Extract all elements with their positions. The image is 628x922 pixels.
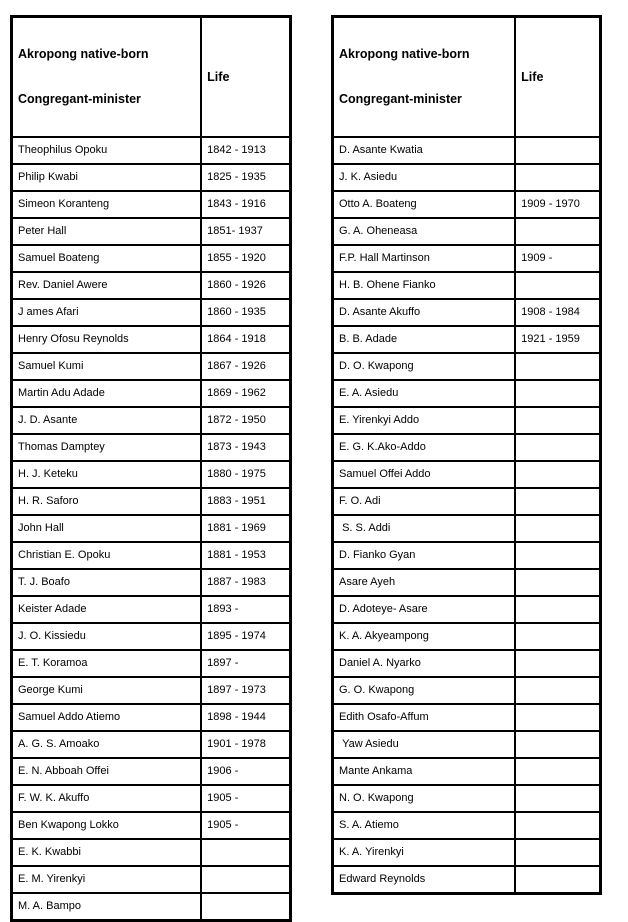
life-cell — [515, 353, 600, 380]
minister-name-cell: G. O. Kwapong — [333, 677, 516, 704]
table-row — [12, 758, 291, 785]
table-row — [333, 218, 601, 245]
table-row — [12, 407, 291, 434]
minister-name-cell: Rev. Daniel Awere — [12, 272, 202, 299]
table-row — [333, 380, 601, 407]
table-row — [333, 272, 601, 299]
life-column-header — [515, 17, 600, 138]
life-cell — [515, 866, 600, 894]
minister-name-cell: S. A. Atiemo — [333, 812, 516, 839]
header-row — [12, 17, 291, 138]
minister-name-cell: Simeon Koranteng — [12, 191, 202, 218]
table-row — [333, 569, 601, 596]
table-row — [12, 515, 291, 542]
life-cell: 1860 - 1926 — [201, 272, 290, 299]
minister-name-cell: Keister Adade — [12, 596, 202, 623]
life-cell — [515, 731, 600, 758]
life-cell — [515, 839, 600, 866]
minister-name-cell: H. B. Ohene Fianko — [333, 272, 516, 299]
table-row — [333, 731, 601, 758]
table-row — [333, 758, 601, 785]
minister-column-header — [333, 17, 516, 138]
minister-name-cell: D. Fianko Gyan — [333, 542, 516, 569]
minister-name-cell: B. B. Adade — [333, 326, 516, 353]
minister-name-cell: A. G. S. Amoako — [12, 731, 202, 758]
table-row — [12, 434, 291, 461]
header-title-line2: Congregant-minister — [339, 92, 462, 106]
minister-name-cell: F. W. K. Akuffo — [12, 785, 202, 812]
life-cell: 1881 - 1969 — [201, 515, 290, 542]
minister-name-cell: Samuel Boateng — [12, 245, 202, 272]
table-body-right — [333, 137, 601, 894]
table-row — [333, 164, 601, 191]
table-row — [333, 542, 601, 569]
life-cell: 1864 - 1918 — [201, 326, 290, 353]
minister-column-header — [12, 17, 202, 138]
minister-name-cell: Yaw Asiedu — [333, 731, 516, 758]
minister-name-cell: K. A. Yirenkyi — [333, 839, 516, 866]
table-row — [333, 839, 601, 866]
table-row — [12, 461, 291, 488]
life-cell: 1921 - 1959 — [515, 326, 600, 353]
right-table-container — [331, 15, 602, 895]
table-row — [333, 299, 601, 326]
minister-name-cell: Otto A. Boateng — [333, 191, 516, 218]
table-row — [12, 812, 291, 839]
life-cell — [515, 758, 600, 785]
minister-name-cell: H. R. Saforo — [12, 488, 202, 515]
minister-name-cell: N. O. Kwapong — [333, 785, 516, 812]
life-cell — [515, 785, 600, 812]
life-cell — [515, 164, 600, 191]
minister-name-cell: Mante Ankama — [333, 758, 516, 785]
life-cell — [515, 812, 600, 839]
life-cell: 1881 - 1953 — [201, 542, 290, 569]
table-row — [12, 596, 291, 623]
minister-name-cell: J. D. Asante — [12, 407, 202, 434]
minister-name-cell: D. Asante Akuffo — [333, 299, 516, 326]
life-cell: 1897 - 1973 — [201, 677, 290, 704]
table-row — [12, 704, 291, 731]
life-cell — [515, 272, 600, 299]
table-row — [12, 677, 291, 704]
minister-name-cell: E. T. Koramoa — [12, 650, 202, 677]
minister-name-cell: Edward Reynolds — [333, 866, 516, 894]
table-row — [12, 569, 291, 596]
header-row — [333, 17, 601, 138]
table-row — [333, 488, 601, 515]
minister-name-cell: D. O. Kwapong — [333, 353, 516, 380]
table-row — [12, 785, 291, 812]
minister-name-cell: Samuel Offei Addo — [333, 461, 516, 488]
minister-name-cell: Asare Ayeh — [333, 569, 516, 596]
life-cell: 1883 - 1951 — [201, 488, 290, 515]
minister-name-cell: E. Yirenkyi Addo — [333, 407, 516, 434]
minister-name-cell: J. O. Kissiedu — [12, 623, 202, 650]
minister-name-cell: Edith Osafo-Affum — [333, 704, 516, 731]
life-cell: 1880 - 1975 — [201, 461, 290, 488]
life-cell — [515, 650, 600, 677]
table-row — [12, 731, 291, 758]
minister-name-cell: F.P. Hall Martinson — [333, 245, 516, 272]
life-cell: 1909 - — [515, 245, 600, 272]
life-cell: 1897 - — [201, 650, 290, 677]
life-cell — [515, 434, 600, 461]
life-cell: 1843 - 1916 — [201, 191, 290, 218]
life-header-label: Life — [521, 69, 544, 84]
table-row — [333, 191, 601, 218]
life-cell — [515, 488, 600, 515]
life-cell — [515, 461, 600, 488]
life-cell — [201, 839, 290, 866]
minister-name-cell: E. M. Yirenkyi — [12, 866, 202, 893]
life-cell: 1869 - 1962 — [201, 380, 290, 407]
table-row — [333, 704, 601, 731]
table-row — [12, 272, 291, 299]
minister-name-cell: Ben Kwapong Lokko — [12, 812, 202, 839]
table-row — [12, 542, 291, 569]
life-header-label: Life — [207, 69, 230, 84]
table-row — [12, 839, 291, 866]
life-cell — [515, 623, 600, 650]
table-row — [12, 380, 291, 407]
table-row — [333, 515, 601, 542]
table-row — [12, 893, 291, 921]
ministers-table-left — [10, 15, 292, 922]
minister-name-cell: T. J. Boafo — [12, 569, 202, 596]
life-cell — [515, 596, 600, 623]
table-row — [12, 191, 291, 218]
minister-name-cell: John Hall — [12, 515, 202, 542]
table-row — [333, 461, 601, 488]
life-cell: 1895 - 1974 — [201, 623, 290, 650]
life-cell — [515, 704, 600, 731]
minister-name-cell: Christian E. Opoku — [12, 542, 202, 569]
table-row — [333, 785, 601, 812]
minister-name-cell: Samuel Addo Atiemo — [12, 704, 202, 731]
life-cell: 1851- 1937 — [201, 218, 290, 245]
life-cell: 1873 - 1943 — [201, 434, 290, 461]
minister-name-cell: E. N. Abboah Offei — [12, 758, 202, 785]
life-cell — [515, 569, 600, 596]
life-cell: 1905 - — [201, 785, 290, 812]
table-row — [333, 596, 601, 623]
table-row — [12, 137, 291, 164]
life-column-header — [201, 17, 290, 138]
life-cell: 1901 - 1978 — [201, 731, 290, 758]
minister-name-cell: Philip Kwabi — [12, 164, 202, 191]
minister-name-cell: Peter Hall — [12, 218, 202, 245]
table-row — [333, 326, 601, 353]
minister-name-cell: G. A. Oheneasa — [333, 218, 516, 245]
header-title-line2: Congregant-minister — [18, 92, 141, 106]
table-row — [333, 353, 601, 380]
minister-name-cell: D. Asante Kwatia — [333, 137, 516, 164]
minister-name-cell: Henry Ofosu Reynolds — [12, 326, 202, 353]
ministers-table-right — [331, 15, 602, 895]
table-row — [12, 218, 291, 245]
left-table-container — [10, 15, 292, 922]
minister-name-cell: E. K. Kwabbi — [12, 839, 202, 866]
life-cell — [515, 515, 600, 542]
table-row — [12, 488, 291, 515]
minister-name-cell: K. A. Akyeampong — [333, 623, 516, 650]
table-row — [333, 137, 601, 164]
minister-name-cell: S. S. Addi — [333, 515, 516, 542]
minister-name-cell: Daniel A. Nyarko — [333, 650, 516, 677]
minister-name-cell: Thomas Damptey — [12, 434, 202, 461]
table-row — [12, 299, 291, 326]
life-cell — [515, 380, 600, 407]
life-cell — [515, 677, 600, 704]
table-row — [333, 434, 601, 461]
life-cell — [201, 893, 290, 921]
life-cell — [515, 407, 600, 434]
table-row — [333, 866, 601, 894]
life-cell: 1867 - 1926 — [201, 353, 290, 380]
life-cell: 1887 - 1983 — [201, 569, 290, 596]
minister-name-cell: E. G. K.Ako-Addo — [333, 434, 516, 461]
life-cell: 1825 - 1935 — [201, 164, 290, 191]
minister-name-cell: H. J. Keteku — [12, 461, 202, 488]
header-title-line1: Akropong native-born — [339, 47, 470, 61]
life-cell — [515, 137, 600, 164]
minister-name-cell: E. A. Asiedu — [333, 380, 516, 407]
table-row — [333, 650, 601, 677]
minister-name-cell: D. Adoteye- Asare — [333, 596, 516, 623]
life-cell: 1855 - 1920 — [201, 245, 290, 272]
table-row — [333, 677, 601, 704]
life-cell: 1905 - — [201, 812, 290, 839]
table-row — [12, 245, 291, 272]
life-cell: 1860 - 1935 — [201, 299, 290, 326]
table-row — [12, 866, 291, 893]
minister-name-cell: F. O. Adi — [333, 488, 516, 515]
minister-name-cell: Theophilus Opoku — [12, 137, 202, 164]
table-row — [12, 326, 291, 353]
life-cell: 1898 - 1944 — [201, 704, 290, 731]
table-row — [333, 245, 601, 272]
life-cell: 1906 - — [201, 758, 290, 785]
table-row — [12, 164, 291, 191]
life-cell — [201, 866, 290, 893]
table-row — [12, 623, 291, 650]
minister-name-cell: George Kumi — [12, 677, 202, 704]
life-cell — [515, 542, 600, 569]
minister-name-cell: J ames Afari — [12, 299, 202, 326]
table-row — [12, 353, 291, 380]
table-row — [333, 407, 601, 434]
life-cell: 1893 - — [201, 596, 290, 623]
table-row — [12, 650, 291, 677]
minister-name-cell: Martin Adu Adade — [12, 380, 202, 407]
header-title-line1: Akropong native-born — [18, 47, 149, 61]
life-cell: 1842 - 1913 — [201, 137, 290, 164]
table-body-left — [12, 137, 291, 921]
life-cell — [515, 218, 600, 245]
life-cell: 1909 - 1970 — [515, 191, 600, 218]
minister-name-cell: Samuel Kumi — [12, 353, 202, 380]
table-row — [333, 812, 601, 839]
minister-name-cell: J. K. Asiedu — [333, 164, 516, 191]
life-cell: 1872 - 1950 — [201, 407, 290, 434]
minister-name-cell: M. A. Bampo — [12, 893, 202, 921]
table-row — [333, 623, 601, 650]
life-cell: 1908 - 1984 — [515, 299, 600, 326]
